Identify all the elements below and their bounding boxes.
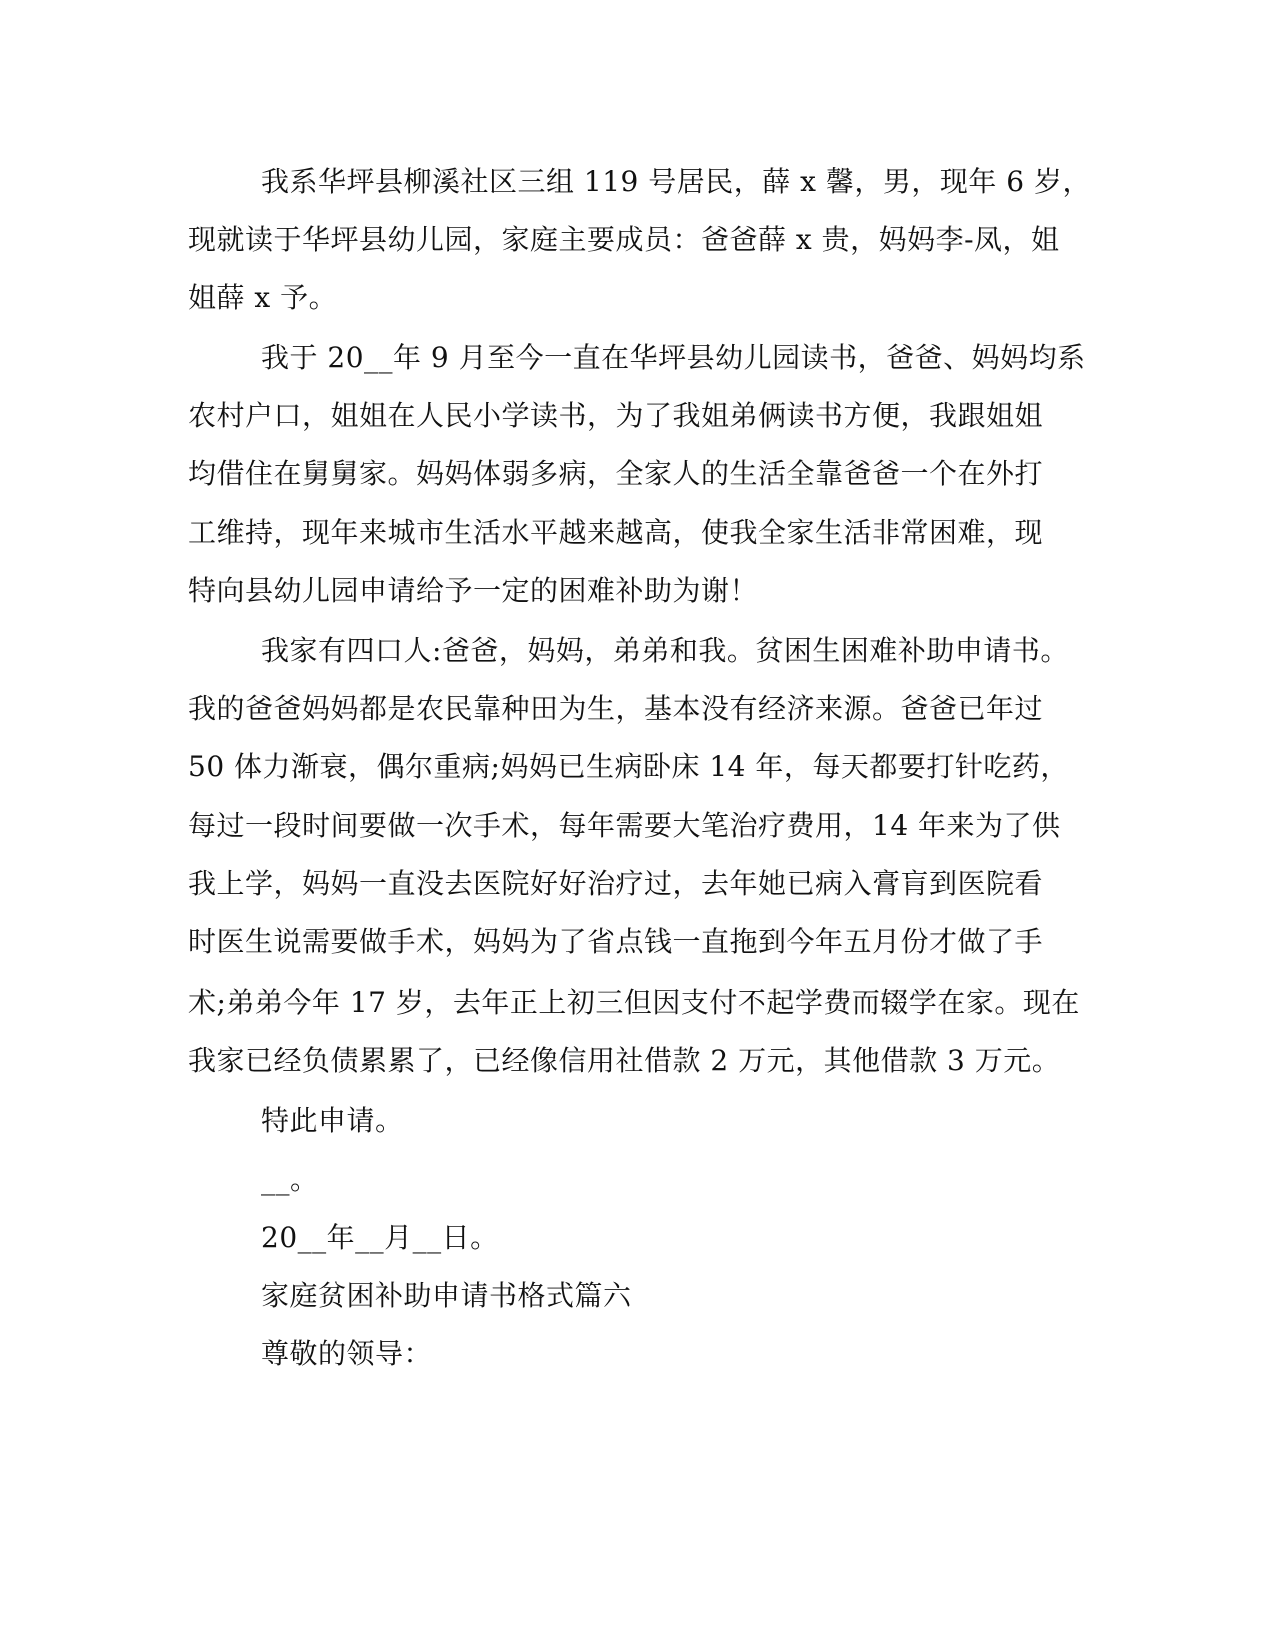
paragraph-3-line-5: 我上学，妈妈一直没去医院好好治疗过，去年她已病入膏肓到医院看 bbox=[188, 867, 1044, 900]
date-line: 20__年__月__日。 bbox=[261, 1221, 499, 1254]
paragraph-3-line-1: 我家有四口人:爸爸，妈妈，弟弟和我。贫困生困难补助申请书。 bbox=[261, 634, 1069, 667]
paragraph-3-line-3: 50 体力渐衰，偶尔重病;妈妈已生病卧床 14 年，每天都要打针吃药， bbox=[188, 750, 1069, 783]
paragraph-3-line-6: 时医生说需要做手术，妈妈为了省点钱一直拖到今年五月份才做了手 bbox=[188, 925, 1044, 958]
paragraph-2-line-5: 特向县幼儿园申请给予一定的困难补助为谢！ bbox=[188, 574, 759, 607]
paragraph-3-line-4: 每过一段时间要做一次手术，每年需要大笔治疗费用，14 年来为了供 bbox=[188, 809, 1061, 842]
paragraph-1-line-2: 现就读于华坪县幼儿园，家庭主要成员：爸爸薛 x 贵，妈妈李-凤，姐 bbox=[188, 223, 1060, 256]
paragraph-3-line-7: 术;弟弟今年 17 岁，去年正上初三但因支付不起学费而辍学在家。现在 bbox=[188, 986, 1080, 1019]
paragraph-2-line-3: 均借住在舅舅家。妈妈体弱多病，全家人的生活全靠爸爸一个在外打 bbox=[188, 457, 1044, 490]
paragraph-2-line-2: 农村户口，姐姐在人民小学读书，为了我姐弟俩读书方便，我跟姐姐 bbox=[188, 399, 1044, 432]
section-title: 家庭贫困补助申请书格式篇六 bbox=[261, 1279, 632, 1312]
salutation: 尊敬的领导： bbox=[261, 1337, 433, 1370]
paragraph-1-line-1: 我系华坪县柳溪社区三组 119 号居民，薛 x 馨，男，现年 6 岁， bbox=[261, 165, 1091, 198]
paragraph-1-line-3: 姐薛 x 予。 bbox=[188, 281, 338, 314]
signature-blank: __。 bbox=[261, 1163, 319, 1196]
paragraph-2-line-1: 我于 20__年 9 月至今一直在华坪县幼儿园读书，爸爸、妈妈均系 bbox=[261, 341, 1086, 374]
closing-text: 特此申请。 bbox=[261, 1104, 404, 1137]
paragraph-3-line-2: 我的爸爸妈妈都是农民靠种田为生，基本没有经济来源。爸爸已年过 bbox=[188, 692, 1044, 725]
paragraph-2-line-4: 工维持，现年来城市生活水平越来越高，使我全家生活非常困难，现 bbox=[188, 516, 1044, 549]
paragraph-3-line-8: 我家已经负债累累了，已经像信用社借款 2 万元，其他借款 3 万元。 bbox=[188, 1044, 1061, 1077]
